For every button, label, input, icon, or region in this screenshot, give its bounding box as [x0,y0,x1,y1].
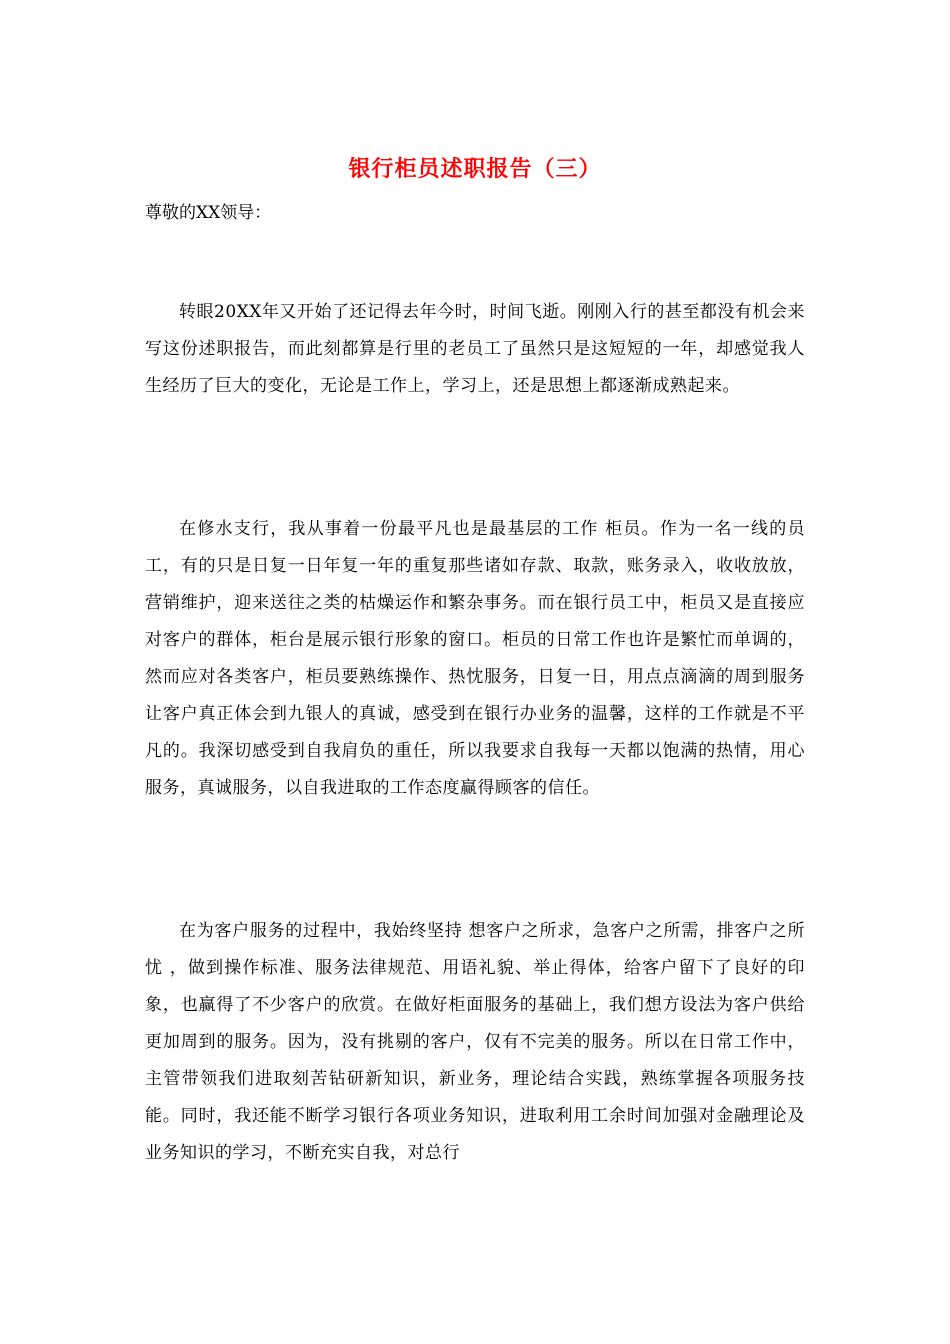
paragraph-2: 在修水支行，我从事着一份最平凡也是最基层的工作 柜员。作为一名一线的员工，有的只是日复一日年复一年的重复那些诸如存款、取款，账务录入，收收放放，营销维护，迎来送往之类的枯燥运作和繁杂事务。而在银行员工中，柜员又是直接应对客户的群体，柜台是展示银行形象的窗口。柜员的日常工作也许是繁忙而单调的，然而应对各类客户，柜员要熟练操作、热忱服务，日复一日，用点点滴滴的周到服务让客户真正体会到九银人的真诚，感受到在银行办业务的温馨，这样的工作就是不平凡的。我深切感受到自我肩负的重任，所以我要求自我每一天都以饱满的热情，用心服务，真诚服务，以自我进取的工作态度赢得顾客的信任。 [145,519,805,798]
salutation: 尊敬的XX领导： [145,203,272,223]
document-title: 银行柜员述职报告（三） [348,156,602,182]
paragraph-1: 转眼20XX年又开始了还记得去年今时，时间飞逝。刚刚入行的甚至都没有机会来写这份述职报告，而此刻都算是行里的老员工了虽然只是这短短的一年，却感觉我人生经历了巨大的变化，无论是工作上，学习上，还是思想上都逐渐成熟起来。 [145,302,805,396]
paragraph-3: 在为客户服务的过程中，我始终坚持 想客户之所求，急客户之所需，排客户之所忧 ，做到操作标准、服务法律规范、用语礼貌、举止得体，给客户留下了良好的印象，也赢得了不少客户的欣赏。在做好柜面服务的基础上，我们想方设法为客户供给更加周到的服务。因为，没有挑剔的客户，仅有不完美的服务。所以在日常工作中，主管带领我们进取刻苦钻研新知识，新业务，理论结合实践，熟练掌握各项服务技能。同时，我还能不断学习银行各项业务知识，进取利用工余时间加强对金融理论及业务知识的学习，不断充实自我，对总行 [145,921,805,1163]
